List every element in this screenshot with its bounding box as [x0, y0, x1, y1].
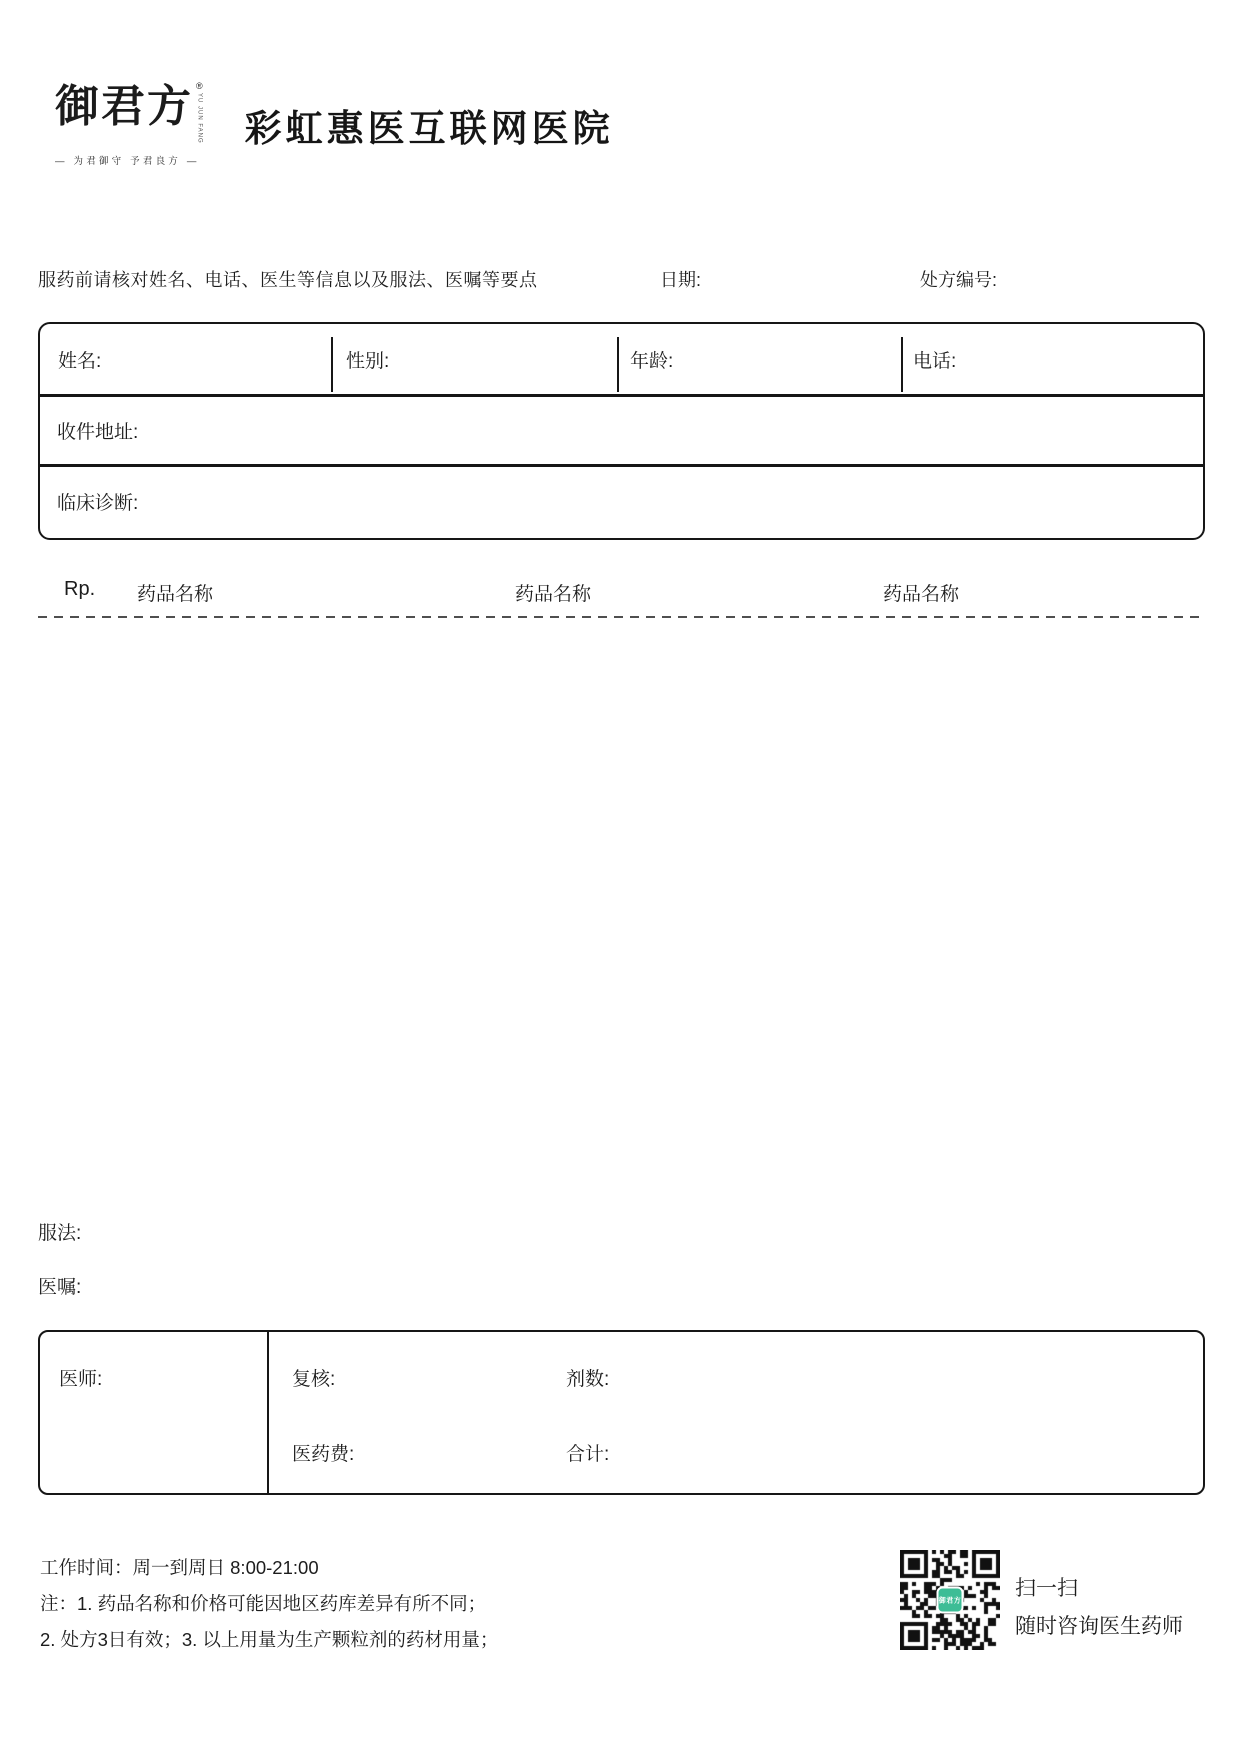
dashed-divider	[38, 616, 1205, 618]
usage-label: 服法:	[38, 1223, 82, 1244]
review-cell	[269, 1332, 1203, 1493]
patient-diagnosis-label: 临床诊断:	[57, 493, 139, 514]
doctor-label: 医师:	[59, 1369, 103, 1390]
logo-romanized: YU JUN FANG	[196, 93, 203, 144]
rp-header-row	[38, 578, 1205, 606]
rp-label: Rp.	[64, 578, 96, 600]
footer-note-2: 2. 处方3日有效；3. 以上用量为生产颗粒剂的药材用量；	[40, 1629, 499, 1650]
logo-wordmark: 御君方	[55, 81, 193, 132]
patient-info-box	[38, 322, 1205, 540]
footer-note-1: 注：1. 药品名称和价格可能因地区药库差异有所不同；	[40, 1593, 487, 1614]
registered-trademark-icon: ®	[196, 81, 203, 91]
patient-row-identity	[40, 324, 1203, 397]
signoff-box	[38, 1330, 1205, 1495]
qr-caption: 随时咨询医生药师	[1015, 1615, 1183, 1638]
total-label: 合计:	[566, 1444, 610, 1465]
logo-side	[196, 82, 203, 144]
qr-code	[900, 1550, 1000, 1650]
verification-notice: 服药前请核对姓名、电话、医生等信息以及服法、医嘱等要点	[38, 270, 538, 290]
date-label: 日期:	[660, 270, 702, 290]
drug-name-column-2: 药品名称	[515, 584, 592, 605]
qr-center-logo-badge: 御君方	[937, 1587, 964, 1614]
meta-row	[38, 266, 1205, 292]
patient-address-label: 收件地址:	[57, 422, 139, 443]
doses-label: 剂数:	[566, 1369, 610, 1390]
fee-label: 医药费:	[292, 1444, 355, 1465]
patient-gender-label: 性别:	[346, 350, 390, 372]
patient-address-field	[40, 397, 1203, 467]
patient-age-label: 年龄:	[630, 350, 674, 372]
patient-phone-field	[901, 324, 1203, 394]
patient-diagnosis-field	[40, 467, 1203, 536]
review-label: 复核:	[292, 1369, 336, 1390]
brand-header	[55, 81, 614, 167]
drug-name-column-1: 药品名称	[137, 584, 214, 605]
hospital-name: 彩虹惠医互联网医院	[244, 108, 614, 149]
doctor-cell	[40, 1332, 269, 1493]
patient-phone-label: 电话:	[913, 350, 957, 372]
work-hours-text: 工作时间：周一到周日 8:00-21:00	[40, 1557, 319, 1578]
prescription-number-label: 处方编号:	[920, 270, 998, 290]
logo-tagline: — 为君御守 予君良方 —	[55, 155, 200, 167]
patient-name-label: 姓名:	[58, 350, 102, 372]
patient-name-field	[40, 324, 331, 394]
logo-main	[55, 81, 203, 144]
drug-name-column-3: 药品名称	[883, 584, 960, 605]
qr-scan-label: 扫一扫	[1015, 1577, 1078, 1600]
brand-logo	[55, 81, 203, 167]
medical-advice-label: 医嘱:	[38, 1277, 82, 1298]
patient-gender-field	[331, 324, 617, 394]
patient-age-field	[617, 324, 901, 394]
